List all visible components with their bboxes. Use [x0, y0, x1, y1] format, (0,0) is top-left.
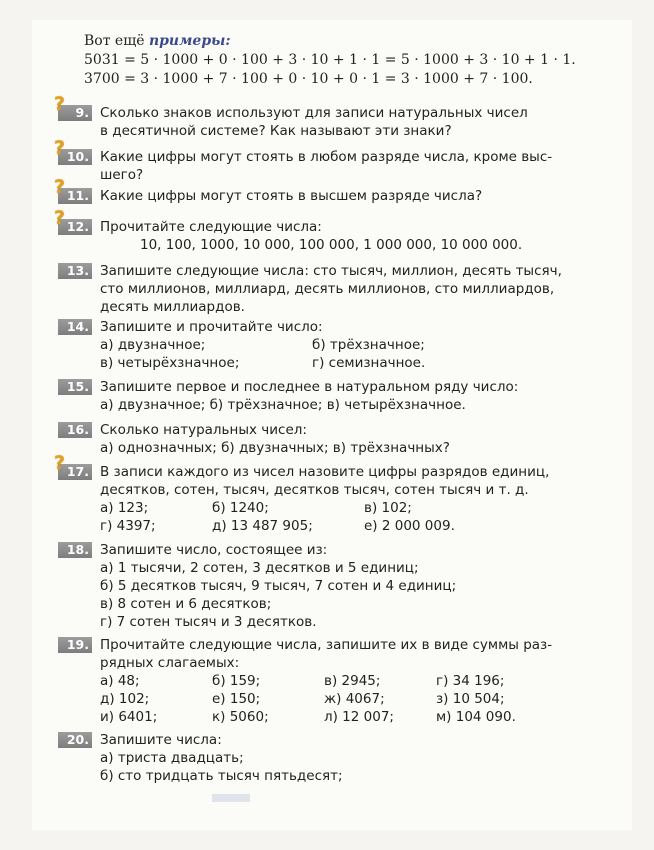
task-15: [58, 378, 618, 414]
option-item: в) 102;: [364, 500, 412, 516]
option-a: а) 1 тысячи, 2 сотен, 3 десятков и 5 единиц;: [100, 560, 419, 576]
task-text-line: Запишите числа:: [100, 732, 222, 748]
option-item: м) 104 090.: [436, 709, 516, 725]
task-number-badge: 15.: [58, 379, 92, 395]
task-text-line: десять миллиардов.: [100, 299, 245, 315]
task-text-line: десятков, сотен, тысяч, десятков тысяч, сотен тысяч и т. д.: [100, 482, 529, 498]
task-16: [58, 421, 618, 457]
task-14: [58, 318, 618, 372]
task-19: [58, 636, 618, 726]
option-item: д) 102;: [100, 691, 150, 707]
task-number-badge: ? 12.: [58, 219, 92, 235]
option-b: б) трёхзначное;: [312, 337, 425, 353]
task-number-badge: 16.: [58, 422, 92, 438]
number-list: 10, 100, 1000, 10 000, 100 000, 1 000 000, 10 000 000.: [140, 237, 523, 253]
option-v: в) 8 сотен и 6 десятков;: [100, 596, 272, 612]
task-9: [58, 104, 618, 140]
task-text-line: Запишите и прочитайте число:: [100, 319, 323, 335]
intro-lead: [84, 32, 576, 51]
option-item: з) 10 504;: [436, 691, 505, 707]
task-text-line: а) однозначных; б) двузначных; в) трёхзначных?: [100, 440, 450, 456]
task-number-badge: 18.: [58, 542, 92, 558]
option-item: л) 12 007;: [324, 709, 394, 725]
task-text-line: Сколько натуральных чисел:: [100, 422, 307, 438]
page-footer-mark: [212, 794, 250, 802]
task-number-badge: ? 11.: [58, 188, 92, 204]
task-text-line: Запишите число, состоящее из:: [100, 542, 328, 558]
option-b: б) 5 десятков тысяч, 9 тысяч, 7 сотен и 4 единиц;: [100, 578, 457, 594]
intro-lead-text: Вот ещё: [84, 33, 149, 49]
task-text-line: сто миллионов, миллиард, десять миллионов, сто миллиардов,: [100, 281, 555, 297]
task-text-line: Прочитайте следующие числа:: [100, 219, 322, 235]
task-text-line: Сколько знаков используют для записи натуральных чисел: [100, 105, 528, 121]
option-item: к) 5060;: [212, 709, 269, 725]
task-text-line: а) двузначное; б) трёхзначное; в) четырёхзначное.: [100, 397, 466, 413]
option-a: а) триста двадцать;: [100, 750, 244, 766]
task-number-badge: 20.: [58, 732, 92, 748]
option-item: а) 48;: [100, 673, 140, 689]
option-item: ж) 4067;: [324, 691, 385, 707]
task-text-line: Какие цифры могут стоять в высшем разряде числа?: [100, 188, 483, 204]
option-item: а) 123;: [100, 500, 149, 516]
task-text-line: В записи каждого из чисел назовите цифры разрядов единиц,: [100, 464, 550, 480]
example-2: 3700 = 3 · 1000 + 7 · 100 + 0 · 10 + 0 · 1 = 3 · 1000 + 7 · 100.: [84, 71, 533, 87]
task-number-badge: 19.: [58, 637, 92, 653]
task-20: [58, 731, 618, 785]
option-item: в) 2945;: [324, 673, 381, 689]
option-item: е) 2 000 009.: [364, 518, 455, 534]
option-g: г) 7 сотен тысяч и 3 десятков.: [100, 614, 317, 630]
option-v: в) четырёхзначное;: [100, 355, 240, 371]
option-item: г) 4397;: [100, 518, 156, 534]
task-number-badge: ? 17.: [58, 464, 92, 480]
example-1: 5031 = 5 · 1000 + 0 · 100 + 3 · 10 + 1 · 1 = 5 · 1000 + 3 · 10 + 1 · 1.: [84, 52, 576, 68]
task-text-line: в десятичной системе? Как называют эти знаки?: [100, 123, 452, 139]
option-b: б) сто тридцать тысяч пятьдесят;: [100, 768, 343, 784]
task-number-badge: ? 10.: [58, 149, 92, 165]
intro-examples: [84, 32, 576, 89]
task-13: [58, 262, 618, 316]
task-text-line: Запишите следующие числа: сто тысяч, миллион, десять тысяч,: [100, 263, 562, 279]
task-number-badge: 13.: [58, 263, 92, 279]
option-a: а) двузначное;: [100, 337, 206, 353]
option-item: д) 13 487 905;: [212, 518, 313, 534]
task-11: [58, 187, 618, 205]
option-item: б) 1240;: [212, 500, 269, 516]
task-number-badge: ? 9.: [58, 105, 92, 121]
task-12: [58, 218, 618, 254]
task-text-line: рядных слагаемых:: [100, 655, 240, 671]
option-g: г) семизначное.: [312, 355, 426, 371]
task-number-badge: 14.: [58, 319, 92, 335]
task-text-line: Какие цифры могут стоять в любом разряде числа, кроме выс-: [100, 149, 553, 165]
option-item: б) 159;: [212, 673, 261, 689]
task-17: [58, 463, 618, 535]
option-item: г) 34 196;: [436, 673, 505, 689]
task-18: [58, 541, 618, 631]
task-text-line: Прочитайте следующие числа, запишите их в виде суммы раз-: [100, 637, 553, 653]
task-text-line: Запишите первое и последнее в натуральном ряду число:: [100, 379, 519, 395]
task-text-line: шего?: [100, 167, 144, 183]
intro-lead-emphasis: примеры:: [148, 33, 231, 49]
option-item: и) 6401;: [100, 709, 158, 725]
option-item: е) 150;: [212, 691, 261, 707]
task-10: [58, 148, 618, 184]
